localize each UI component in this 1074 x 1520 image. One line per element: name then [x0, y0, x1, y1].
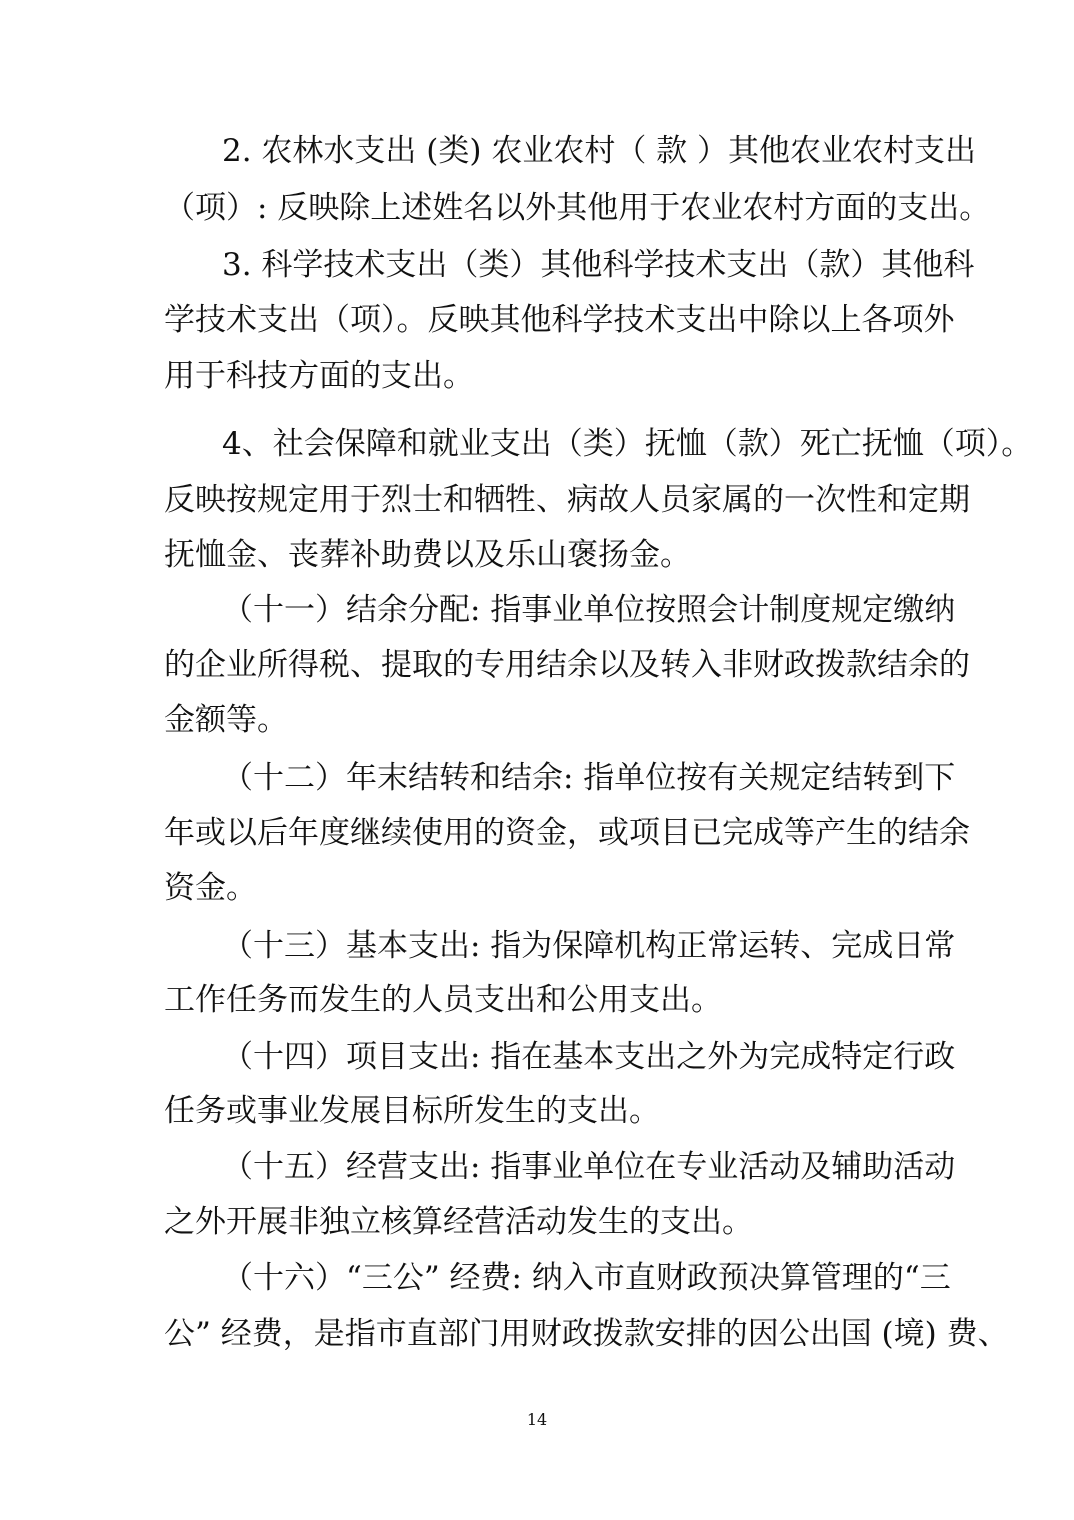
text-line-9: （十一）结余分配: 指事业单位按照会计制度规定缴纳: [222, 592, 956, 628]
text-line-14: 资金。: [164, 870, 257, 906]
text-line-7: 反映按规定用于烈士和牺牲、病故人员家属的一次性和定期: [164, 482, 970, 518]
text-line-20: 之外开展非独立核算经营活动发生的支出。: [164, 1204, 753, 1240]
text-line-2: （项）: 反映除上述姓名以外其他用于农业农村方面的支出。: [164, 190, 991, 226]
text-line-19: （十五）经营支出: 指事业单位在专业活动及辅助活动: [222, 1149, 956, 1185]
text-line-22: 公” 经费，是指市直部门用财政拨款安排的因公出国 (境) 费、: [164, 1316, 1009, 1352]
text-line-1: 2. 农林水支出 (类) 农业农村（ 款 ）其他农业农村支出: [222, 133, 977, 169]
text-line-17: （十四）项目支出: 指在基本支出之外为完成特定行政: [222, 1039, 956, 1075]
text-line-18: 任务或事业发展目标所发生的支出。: [164, 1093, 660, 1129]
text-line-4: 学技术支出（项）。反映其他科学技术支出中除以上各项外: [164, 302, 955, 338]
page-number: 14: [526, 1410, 548, 1429]
text-line-10: 的企业所得税、提取的专用结余以及转入非财政拨款结余的: [164, 647, 970, 683]
text-line-6: 4、社会保障和就业支出（类）抚恤（款）死亡抚恤（项）。: [222, 426, 1033, 462]
text-line-16: 工作任务而发生的人员支出和公用支出。: [164, 982, 722, 1018]
text-line-11: 金额等。: [164, 702, 288, 738]
text-line-15: （十三）基本支出: 指为保障机构正常运转、完成日常: [222, 928, 956, 964]
text-line-12: （十二）年末结转和结余: 指单位按有关规定结转到下: [222, 760, 956, 796]
text-line-3: 3. 科学技术支出（类）其他科学技术支出（款）其他科: [222, 247, 975, 283]
text-line-8: 抚恤金、丧葬补助费以及乐山褒扬金。: [164, 537, 691, 573]
text-line-13: 年或以后年度继续使用的资金，或项目已完成等产生的结余: [164, 815, 970, 851]
text-line-5: 用于科技方面的支出。: [164, 358, 474, 394]
text-line-21: （十六）“三公” 经费: 纳入市直财政预决算管理的“三: [222, 1260, 951, 1296]
